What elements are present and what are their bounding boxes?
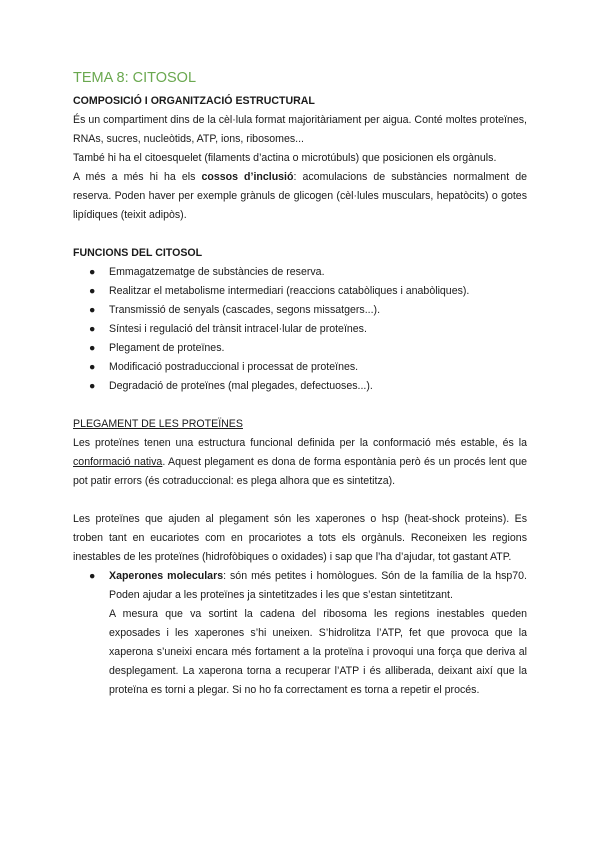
folding-paragraph-1-start: Les proteïnes tenen una estructura funcional definida per la conformació més estable, és la [73, 437, 527, 449]
bullet-icon: ● [89, 323, 96, 335]
folding-paragraph-1-end: . Aquest plegament es dona de forma espontània però és un procés lent que pot patir errors (és cotraduccional: es plega alhora que es sintetitza). [73, 456, 527, 487]
folding-paragraph-2: Les proteïnes que ajuden al plegament són les xaperones o hsp (heat-shock proteins). Es troben tant en eucariotes com en procariotes a tots els orgànuls. Reconeixen les regions inestables de les proteïnes (hidrofòbiques o oxidades) i sap que l’ha d’ajudar, tot gastant ATP. [73, 513, 527, 563]
list-item: ● Plegament de proteïnes. [73, 339, 527, 358]
folding-heading: PLEGAMENT DE LES PROTEÏNES [73, 418, 243, 430]
list-item: ● Síntesi i regulació del trànsit intracel·lular de proteïnes. [73, 320, 527, 339]
page-title: TEMA 8: CITOSOL [73, 70, 197, 86]
list-item: ● Realitzar el metabolisme intermediari (reaccions catabòliques i anabòliques). [73, 282, 527, 301]
bullet-icon: ● [89, 570, 96, 582]
composition-paragraph-1: És un compartiment dins de la cèl·lula format majoritàriament per aigua. Conté moltes proteïnes, RNAs, sucres, nucleòtids, ATP, ions, ribosomes... [73, 114, 527, 145]
bullet-icon: ● [89, 304, 96, 316]
folding-paragraph-1 [73, 434, 527, 491]
molecular-chaperones-intro [109, 567, 527, 605]
composition-paragraph-3-end: : acomulacions de substàncies normalment de reserva. Poden haver per exemple grànuls de glicogen (cèl·lules musculars, hepatòcits) o gotes lipídiques (teixit adipòs). [73, 171, 527, 221]
molecular-chaperones-intro-text: : són més petites i homòlogues. Són de la família de la hsp70. Poden ajudar a les proteïnes ja sintetitzades i les que s’estan sintetitzant. [109, 570, 527, 601]
composition-paragraph-3 [73, 168, 527, 225]
bullet-icon: ● [89, 361, 96, 373]
inclusion-bodies-term: cossos d’inclusió [201, 171, 294, 183]
composition-paragraph-2: També hi ha el citoesquelet (filaments d’actina o microtúbuls) que posicionen els orgànuls. [73, 152, 497, 164]
document-page [73, 68, 527, 700]
molecular-chaperones-item [73, 567, 527, 700]
bullet-icon: ● [89, 342, 96, 354]
functions-list [73, 263, 527, 396]
list-item: ● Emmagatzematge de substàncies de reserva. [73, 263, 527, 282]
functions-heading: FUNCIONS DEL CITOSOL [73, 247, 203, 259]
list-item: ● Transmissió de senyals (cascades, segons missatgers...). [73, 301, 527, 320]
molecular-chaperones-detail: A mesura que va sortint la cadena del ribosoma les regions inestables queden exposades i les xaperones s’hi uneixen. S’hidrolitza l’ATP, fet que provoca que la xaperona s’uneixi encara més fortament a la proteïna i provoqui una força que deriva al desplegament. La xaperona torna a recuperar l’ATP i és alliberada, deixant així que la proteïna es torni a plegar. Si no ho fa correctament es torna a repetir el procés. [109, 608, 527, 696]
molecular-chaperones-term: Xaperones moleculars [109, 570, 224, 582]
bullet-icon: ● [89, 266, 96, 278]
list-item: ● Degradació de proteïnes (mal plegades, defectuoses...). [73, 377, 527, 396]
bullet-icon: ● [89, 380, 96, 392]
bullet-icon: ● [89, 285, 96, 297]
native-conformation-term: conformació nativa [73, 456, 163, 468]
composition-paragraph-3-start: A més a més hi ha els [73, 171, 202, 183]
composition-heading: COMPOSICIÓ I ORGANITZACIÓ ESTRUCTURAL [73, 95, 315, 107]
list-item: ● Modificació postraduccional i processat de proteïnes. [73, 358, 527, 377]
